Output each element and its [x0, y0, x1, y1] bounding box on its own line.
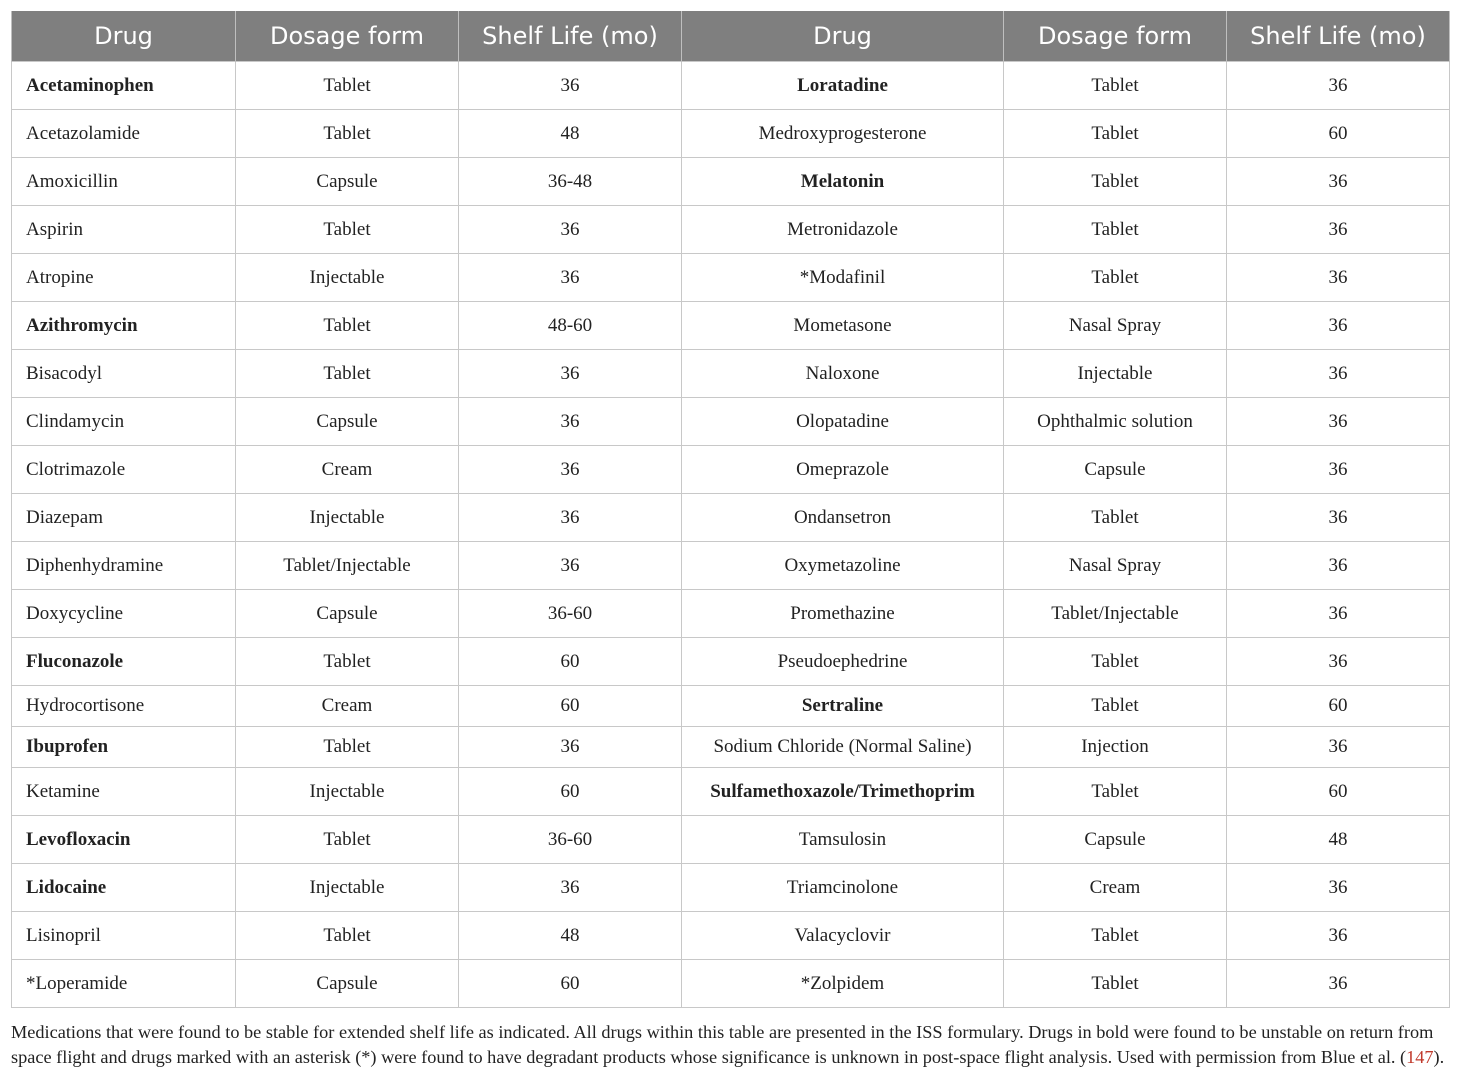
- shelf-life-right: 36: [1227, 912, 1450, 960]
- drug-name-right: Medroxyprogesterone: [682, 110, 1004, 158]
- drug-name-right: Sodium Chloride (Normal Saline): [682, 727, 1004, 768]
- shelf-life-left: 36: [459, 494, 682, 542]
- shelf-life-left: 36: [459, 727, 682, 768]
- dosage-form-left: Tablet: [236, 638, 459, 686]
- drug-name-right: Sertraline: [682, 686, 1004, 727]
- shelf-life-right: 36: [1227, 158, 1450, 206]
- dosage-form-right: Tablet/Injectable: [1004, 590, 1227, 638]
- dosage-form-right: Tablet: [1004, 254, 1227, 302]
- drug-name-right: Sulfamethoxazole/Trimethoprim: [682, 768, 1004, 816]
- shelf-life-table-container: [11, 11, 1449, 1008]
- table-row: [12, 206, 1450, 254]
- dosage-form-left: Tablet: [236, 912, 459, 960]
- dosage-form-left: Capsule: [236, 158, 459, 206]
- dosage-form-right: Tablet: [1004, 62, 1227, 110]
- shelf-life-left: 36: [459, 254, 682, 302]
- shelf-life-right: 48: [1227, 816, 1450, 864]
- shelf-life-right: 36: [1227, 398, 1450, 446]
- dosage-form-left: Tablet/Injectable: [236, 542, 459, 590]
- dosage-form-right: Tablet: [1004, 110, 1227, 158]
- drug-name-right: Ondansetron: [682, 494, 1004, 542]
- shelf-life-table: [11, 11, 1450, 1008]
- drug-name-left: Aspirin: [12, 206, 236, 254]
- reference-link[interactable]: 147: [1406, 1047, 1434, 1067]
- dosage-form-right: Nasal Spray: [1004, 542, 1227, 590]
- dosage-form-left: Tablet: [236, 727, 459, 768]
- drug-name-left: Diazepam: [12, 494, 236, 542]
- drug-name-left: Lisinopril: [12, 912, 236, 960]
- shelf-life-left: 36: [459, 864, 682, 912]
- drug-name-right: Oxymetazoline: [682, 542, 1004, 590]
- table-row: [12, 110, 1450, 158]
- table-row: [12, 350, 1450, 398]
- shelf-life-left: 48-60: [459, 302, 682, 350]
- table-row: [12, 398, 1450, 446]
- header-drug-right: Drug: [682, 11, 1004, 62]
- footnote-end: ).: [1433, 1047, 1445, 1067]
- dosage-form-left: Tablet: [236, 110, 459, 158]
- drug-name-left: Doxycycline: [12, 590, 236, 638]
- dosage-form-left: Injectable: [236, 254, 459, 302]
- drug-name-left: Acetaminophen: [12, 62, 236, 110]
- shelf-life-left: 48: [459, 110, 682, 158]
- shelf-life-left: 36: [459, 350, 682, 398]
- drug-name-left: Atropine: [12, 254, 236, 302]
- footnote-text: Medications that were found to be stable for extended shelf life as indicated. All drugs within this table are presented in the ISS formulary. Drugs in bold were found to be unstable on return from space flight and drugs marked with an asterisk (*) were found to have degradant products whose significance is unknown in post-space flight analysis. Used with permission from Blue et al. (: [11, 1022, 1434, 1067]
- drug-name-right: Tamsulosin: [682, 816, 1004, 864]
- table-row: [12, 960, 1450, 1008]
- shelf-life-left: 60: [459, 960, 682, 1008]
- dosage-form-left: Capsule: [236, 398, 459, 446]
- table-row: [12, 816, 1450, 864]
- shelf-life-right: 36: [1227, 62, 1450, 110]
- shelf-life-left: 36: [459, 62, 682, 110]
- drug-name-left: Clindamycin: [12, 398, 236, 446]
- shelf-life-right: 36: [1227, 446, 1450, 494]
- drug-name-right: *Zolpidem: [682, 960, 1004, 1008]
- header-shelf-life-left: Shelf Life (mo): [459, 11, 682, 62]
- drug-name-left: Ibuprofen: [12, 727, 236, 768]
- header-dosage-form-right: Dosage form: [1004, 11, 1227, 62]
- dosage-form-left: Injectable: [236, 494, 459, 542]
- drug-name-right: *Modafinil: [682, 254, 1004, 302]
- shelf-life-right: 36: [1227, 590, 1450, 638]
- shelf-life-right: 36: [1227, 542, 1450, 590]
- dosage-form-right: Injection: [1004, 727, 1227, 768]
- drug-name-left: Amoxicillin: [12, 158, 236, 206]
- dosage-form-left: Injectable: [236, 768, 459, 816]
- table-row: [12, 446, 1450, 494]
- table-footnote: [11, 1020, 1451, 1070]
- shelf-life-right: 60: [1227, 686, 1450, 727]
- shelf-life-left: 60: [459, 686, 682, 727]
- dosage-form-left: Capsule: [236, 590, 459, 638]
- shelf-life-left: 36: [459, 206, 682, 254]
- header-shelf-life-right: Shelf Life (mo): [1227, 11, 1450, 62]
- dosage-form-right: Capsule: [1004, 446, 1227, 494]
- dosage-form-right: Ophthalmic solution: [1004, 398, 1227, 446]
- shelf-life-right: 36: [1227, 638, 1450, 686]
- header-drug-left: Drug: [12, 11, 236, 62]
- drug-name-right: Mometasone: [682, 302, 1004, 350]
- shelf-life-right: 36: [1227, 727, 1450, 768]
- dosage-form-right: Tablet: [1004, 638, 1227, 686]
- table-body: [12, 62, 1450, 1008]
- dosage-form-left: Tablet: [236, 62, 459, 110]
- dosage-form-right: Cream: [1004, 864, 1227, 912]
- drug-name-left: Bisacodyl: [12, 350, 236, 398]
- table-row: [12, 158, 1450, 206]
- drug-name-left: Hydrocortisone: [12, 686, 236, 727]
- drug-name-right: Loratadine: [682, 62, 1004, 110]
- dosage-form-right: Injectable: [1004, 350, 1227, 398]
- dosage-form-right: Nasal Spray: [1004, 302, 1227, 350]
- drug-name-left: *Loperamide: [12, 960, 236, 1008]
- table-row: [12, 912, 1450, 960]
- table-row: [12, 864, 1450, 912]
- drug-name-left: Lidocaine: [12, 864, 236, 912]
- dosage-form-right: Tablet: [1004, 206, 1227, 254]
- table-row: [12, 62, 1450, 110]
- drug-name-left: Diphenhydramine: [12, 542, 236, 590]
- shelf-life-right: 36: [1227, 864, 1450, 912]
- shelf-life-left: 36-60: [459, 816, 682, 864]
- drug-name-left: Ketamine: [12, 768, 236, 816]
- drug-name-left: Levofloxacin: [12, 816, 236, 864]
- dosage-form-right: Tablet: [1004, 158, 1227, 206]
- shelf-life-left: 36: [459, 446, 682, 494]
- shelf-life-left: 36-48: [459, 158, 682, 206]
- shelf-life-left: 36: [459, 542, 682, 590]
- shelf-life-left: 36: [459, 398, 682, 446]
- dosage-form-right: Tablet: [1004, 494, 1227, 542]
- dosage-form-left: Tablet: [236, 350, 459, 398]
- shelf-life-left: 48: [459, 912, 682, 960]
- dosage-form-left: Tablet: [236, 816, 459, 864]
- drug-name-right: Triamcinolone: [682, 864, 1004, 912]
- shelf-life-left: 60: [459, 638, 682, 686]
- shelf-life-right: 36: [1227, 254, 1450, 302]
- drug-name-left: Fluconazole: [12, 638, 236, 686]
- shelf-life-right: 36: [1227, 960, 1450, 1008]
- table-row: [12, 302, 1450, 350]
- shelf-life-right: 60: [1227, 768, 1450, 816]
- table-row: [12, 494, 1450, 542]
- drug-name-right: Pseudoephedrine: [682, 638, 1004, 686]
- drug-name-right: Promethazine: [682, 590, 1004, 638]
- dosage-form-left: Tablet: [236, 302, 459, 350]
- dosage-form-left: Tablet: [236, 206, 459, 254]
- drug-name-right: Olopatadine: [682, 398, 1004, 446]
- shelf-life-right: 60: [1227, 110, 1450, 158]
- dosage-form-right: Tablet: [1004, 960, 1227, 1008]
- shelf-life-left: 36-60: [459, 590, 682, 638]
- table-row: [12, 254, 1450, 302]
- shelf-life-left: 60: [459, 768, 682, 816]
- dosage-form-left: Capsule: [236, 960, 459, 1008]
- dosage-form-right: Capsule: [1004, 816, 1227, 864]
- shelf-life-right: 36: [1227, 206, 1450, 254]
- dosage-form-right: Tablet: [1004, 686, 1227, 727]
- drug-name-right: Valacyclovir: [682, 912, 1004, 960]
- drug-name-left: Azithromycin: [12, 302, 236, 350]
- dosage-form-right: Tablet: [1004, 768, 1227, 816]
- drug-name-right: Omeprazole: [682, 446, 1004, 494]
- drug-name-right: Melatonin: [682, 158, 1004, 206]
- table-row: [12, 542, 1450, 590]
- header-dosage-form-left: Dosage form: [236, 11, 459, 62]
- drug-name-right: Metronidazole: [682, 206, 1004, 254]
- dosage-form-left: Injectable: [236, 864, 459, 912]
- table-row: [12, 590, 1450, 638]
- shelf-life-right: 36: [1227, 302, 1450, 350]
- table-row: [12, 638, 1450, 686]
- dosage-form-left: Cream: [236, 446, 459, 494]
- table-header-row: [12, 11, 1450, 62]
- table-row: [12, 686, 1450, 727]
- shelf-life-right: 36: [1227, 350, 1450, 398]
- table-row: [12, 768, 1450, 816]
- dosage-form-right: Tablet: [1004, 912, 1227, 960]
- drug-name-left: Clotrimazole: [12, 446, 236, 494]
- drug-name-left: Acetazolamide: [12, 110, 236, 158]
- drug-name-right: Naloxone: [682, 350, 1004, 398]
- table-row: [12, 727, 1450, 768]
- shelf-life-right: 36: [1227, 494, 1450, 542]
- dosage-form-left: Cream: [236, 686, 459, 727]
